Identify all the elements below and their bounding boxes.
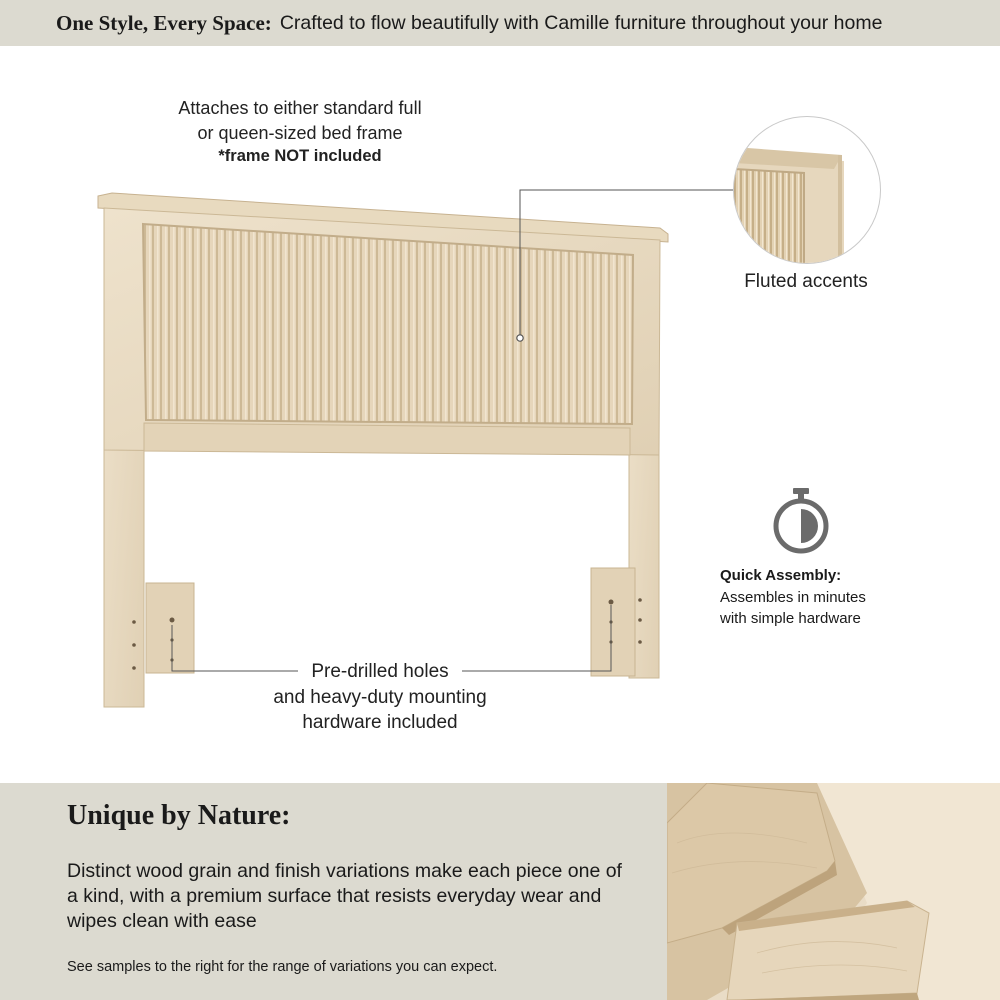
stopwatch-icon: [770, 488, 832, 554]
fluted-panel: [143, 224, 633, 424]
unique-title: Unique by Nature:: [67, 800, 291, 831]
quick-assembly-desc: [720, 587, 920, 629]
right-mount-plate: [591, 568, 635, 676]
unique-description: Distinct wood grain and finish variations make each piece one of a kind, with a premium surface that resists everyday wear and wipes clean with ease: [67, 860, 622, 932]
banner-title: One Style, Every Space:: [56, 10, 272, 35]
predrilled-line2: and heavy-duty mounting: [273, 686, 487, 708]
banner-text: Crafted to flow beautifully with Camille furniture throughout your home: [279, 11, 883, 34]
fluted-detail-circle: [733, 116, 881, 264]
fluted-label: Fluted accents: [744, 271, 868, 292]
attaches-note: *frame NOT included: [218, 147, 382, 165]
wood-samples: [667, 783, 1000, 1000]
predrilled-line3: hardware included: [302, 712, 458, 733]
samples-note: See samples to the right for the range of variations you can expect.: [67, 959, 498, 975]
bottom-rail: [144, 423, 630, 455]
quick-assembly-title: Quick Assembly:: [720, 567, 842, 584]
fluted-closeup: [734, 117, 881, 264]
callout-dot-icon: [517, 335, 523, 341]
attaches-line2: or queen-sized bed frame: [197, 123, 403, 143]
quick-line1: Assembles in minutes: [720, 589, 866, 606]
attaches-line1: Attaches to either standard full: [178, 98, 422, 118]
predrilled-line1: Pre-drilled holes: [311, 661, 449, 682]
quick-line2: with simple hardware: [720, 610, 861, 627]
predrilled-caption: [255, 659, 505, 736]
left-mount-plate: [146, 583, 194, 673]
wood-samples-image: [667, 783, 1000, 1000]
attaches-caption: [140, 96, 460, 166]
